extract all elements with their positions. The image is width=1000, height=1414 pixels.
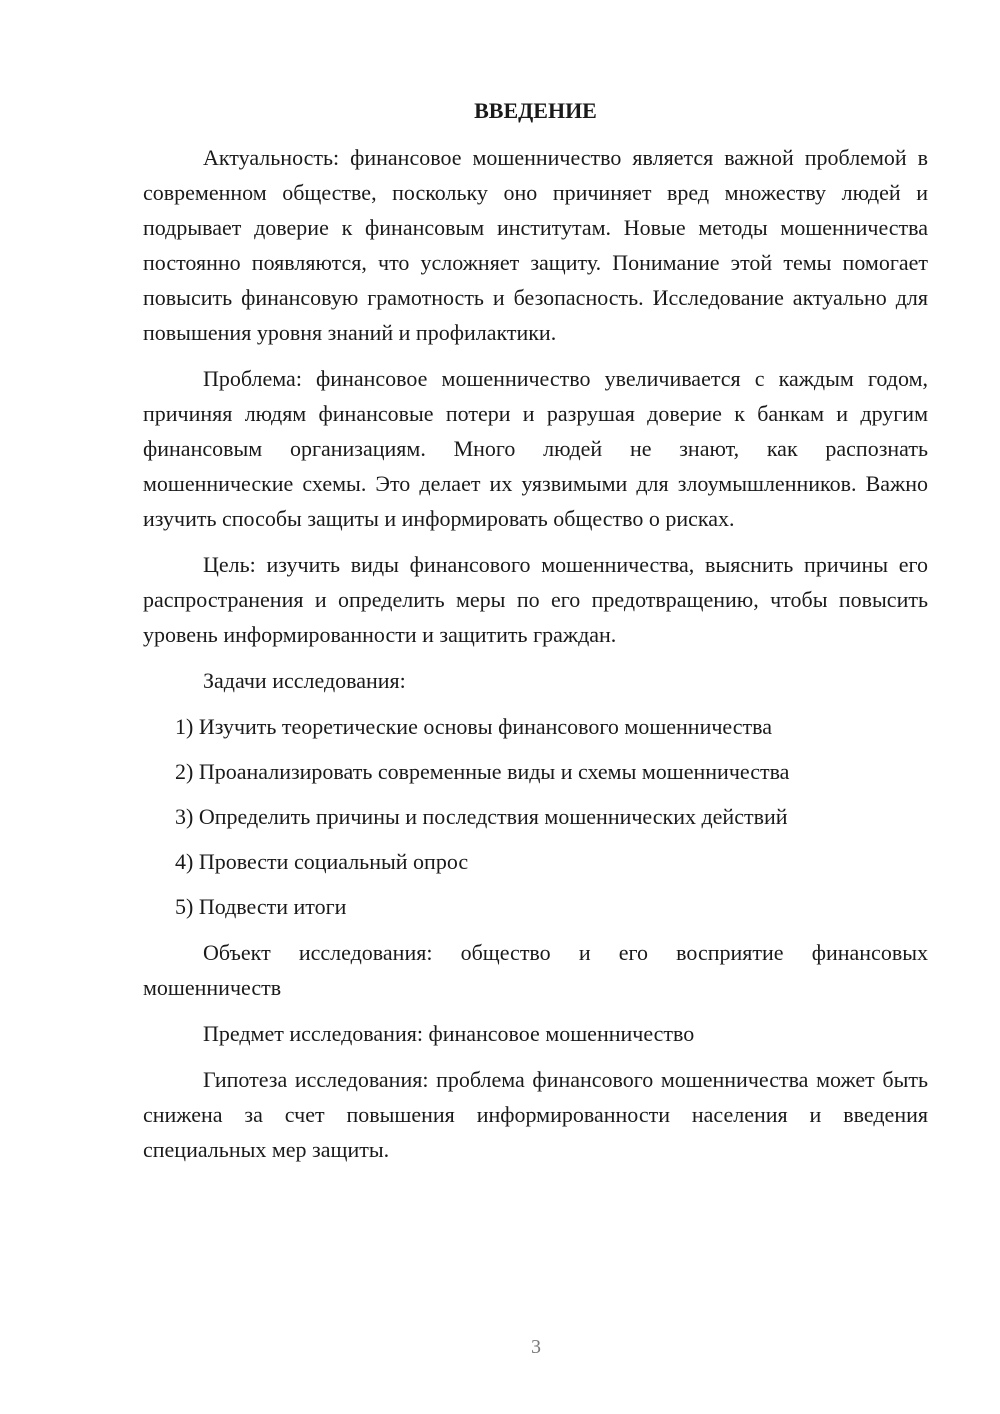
page-content [143,96,928,1178]
paragraph-hypothesis: Гипотеза исследования: проблема финансового мошенничества может быть снижена за счет повышения информированности населения и введения специальных мер защиты. [143,1067,928,1162]
paragraph-tasks-heading: Задачи исследования: [203,668,406,693]
tasks-list [143,709,928,924]
section-title: ВВЕДЕНИЕ [474,98,597,123]
paragraph-relevance: Актуальность: финансовое мошенничество является важной проблемой в современном обществе, поскольку оно причиняет вред множеству людей и подрывает доверие к финансовым институтам. Новые методы мошенничества постоянно появляются, что усложняет защиту. Понимание этой темы помогает повысить финансовую грамотность и безопасность. Исследование актуально для повышения уровня знаний и профилактики. [143,145,928,345]
list-item: 4) Провести социальный опрос [175,849,469,874]
list-item: 2) Проанализировать современные виды и схемы мошенничества [175,759,790,784]
paragraph-object: Объект исследования: общество и его восприятие финансовых мошенничеств [143,940,928,1000]
list-item: 5) Подвести итоги [175,894,347,919]
list-item: 1) Изучить теоретические основы финансового мошенничества [175,714,772,739]
paragraph-goal: Цель: изучить виды финансового мошенничества, выяснить причины его распространения и определить меры по его предотвращению, чтобы повысить уровень информированности и защитить граждан. [143,552,928,647]
paragraph-subject: Предмет исследования: финансовое мошенничество [203,1021,695,1046]
paragraph-problem: Проблема: финансовое мошенничество увеличивается с каждым годом, причиняя людям финансовые потери и разрушая доверие к банкам и другим финансовым организациям. Много людей не знают, как распознать мошеннические схемы. Это делает их уязвимыми для злоумышленников. Важно изучить способы защиты и информировать общество о рисках. [143,366,928,531]
page-number: 3 [531,1336,541,1358]
list-item: 3) Определить причины и последствия мошеннических действий [175,804,788,829]
